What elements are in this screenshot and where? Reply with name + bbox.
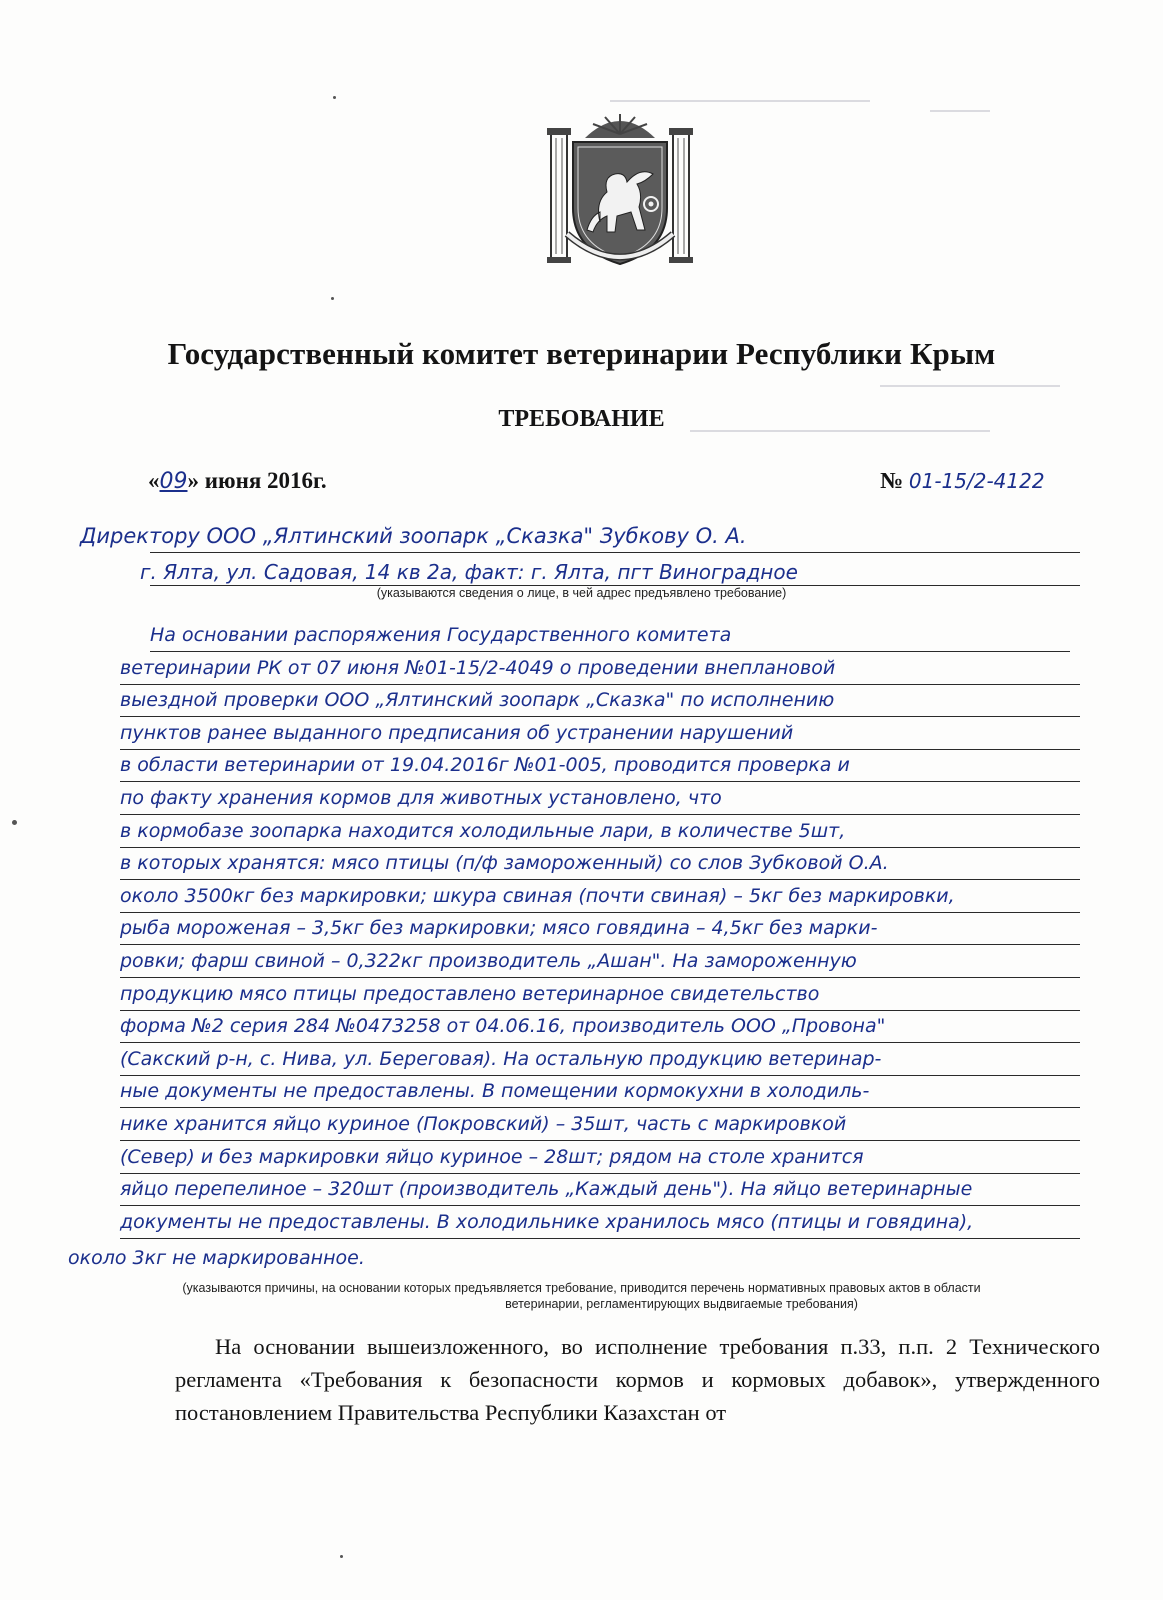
reason-line: ветеринарии РК от 07 июня №01-15/2-4049 о проведении внеплановой (120, 656, 836, 679)
underline (120, 1042, 1080, 1043)
underline (120, 814, 1080, 815)
document-number (880, 468, 1045, 494)
underline (120, 749, 1080, 750)
reason-line: форма №2 серия 284 №0473258 от 04.06.16, производитель ООО „Провона" (120, 1015, 886, 1038)
scan-speck (12, 820, 17, 825)
reason-line: яйцо перепелиное – 320шт (производитель „Каждый день"). На яйцо ветеринарные (120, 1178, 973, 1201)
organization-title: Государственный комитет ветеринарии Республики Крым (167, 336, 996, 371)
underline (120, 977, 1080, 978)
underline (120, 1173, 1080, 1174)
reason-line: выездной проверки ООО „Ялтинский зоопарк „Сказка" по исполнению (120, 689, 835, 712)
underline (120, 1010, 1080, 1011)
scan-speck (333, 96, 336, 99)
bleed-through-mark (880, 385, 1060, 387)
underline (120, 1238, 1080, 1239)
reason-line: ные документы не предоставлены. В помещении кормокухни в холодиль- (120, 1080, 870, 1103)
underline (120, 1205, 1080, 1206)
body-paragraph: На основании вышеизложенного, во исполнение требования п.33, п.п. 2 Технического регламента «Требования к безопасности кормов и кормовых добавок», утвержденного постановлением Правительства Республики Казахстан от (175, 1334, 1100, 1425)
reason-line: рыба мороженая – 3,5кг без маркировки; мясо говядина – 4,5кг без марки- (120, 917, 878, 940)
reason-line: продукцию мясо птицы предоставлено ветеринарное свидетельство (120, 982, 820, 1005)
date-rest: » июня 2016г. (187, 468, 327, 493)
date-day: 09 (159, 469, 188, 494)
underline (120, 847, 1080, 848)
underline (120, 684, 1080, 685)
crimea-coat-of-arms-emblem (545, 112, 695, 272)
addressee-line: г. Ялта, ул. Садовая, 14 кв 2а, факт: г. Ялта, пгт Виноградное (140, 560, 798, 584)
reasons-caption-line1: (указываются причины, на основании которых предъявляется требование, приводится перечень нормативных правовых актов в области (182, 1281, 981, 1295)
addressee-caption: (указываются сведения о лице, в чей адрес предъявлено требование) (376, 586, 787, 600)
number-label: № (880, 468, 904, 493)
reason-line: около 3кг не маркированное. (68, 1247, 365, 1270)
scan-speck (340, 1555, 343, 1558)
underline (120, 781, 1080, 782)
reason-line: около 3500кг без маркировки; шкура свиная (почти свиная) – 5кг без маркировки, (120, 884, 955, 907)
underline (150, 552, 1080, 553)
underline (120, 1140, 1080, 1141)
underline (120, 912, 1080, 913)
reason-line: (Север) и без маркировки яйцо куриное – 28шт; рядом на столе хранится (120, 1145, 864, 1168)
reason-line: (Сакский р-н, с. Нива, ул. Береговая). На остальную продукцию ветеринар- (120, 1047, 882, 1070)
document-date (148, 468, 327, 494)
reason-line: нике хранится яйцо куриное (Покровский) – 35шт, часть с маркировкой (120, 1113, 847, 1135)
underline (120, 879, 1080, 880)
reason-line: в области ветеринарии от 19.04.2016г №01-005, проводится проверка и (120, 754, 850, 777)
underline (120, 716, 1080, 717)
reason-line: На основании распоряжения Государственного комитета (150, 624, 732, 646)
underline (120, 1107, 1080, 1108)
underline (120, 944, 1080, 945)
reason-line: по факту хранения кормов для животных установлено, что (120, 787, 722, 809)
reason-line: пунктов ранее выданного предписания об устранении нарушений (120, 721, 794, 744)
underline (150, 651, 1070, 652)
document-title: ТРЕБОВАНИЕ (498, 406, 665, 432)
underline (120, 1075, 1080, 1076)
reason-line: в кормобазе зоопарка находится холодильные лари, в количестве 5шт, (120, 819, 846, 842)
date-open-quote: « (148, 468, 160, 493)
reason-line: документы не предоставлены. В холодильнике хранилось мясо (птицы и говядина), (120, 1210, 974, 1233)
reason-line: ровки; фарш свиной – 0,322кг производитель „Ашан". На замороженную (120, 950, 857, 972)
reason-line: в которых хранятся: мясо птицы (п/ф замороженный) со слов Зубковой О.А. (120, 852, 889, 875)
number-value: 01-15/2-4122 (908, 469, 1045, 493)
bleed-through-mark (930, 110, 990, 112)
scan-speck (331, 297, 334, 300)
bleed-through-mark (610, 100, 870, 102)
reasons-caption-line2: ветеринарии, регламентирующих выдвигаемые требования) (505, 1297, 858, 1311)
addressee-line: Директору ООО „Ялтинский зоопарк „Сказка" Зубкову О. А. (80, 524, 747, 548)
